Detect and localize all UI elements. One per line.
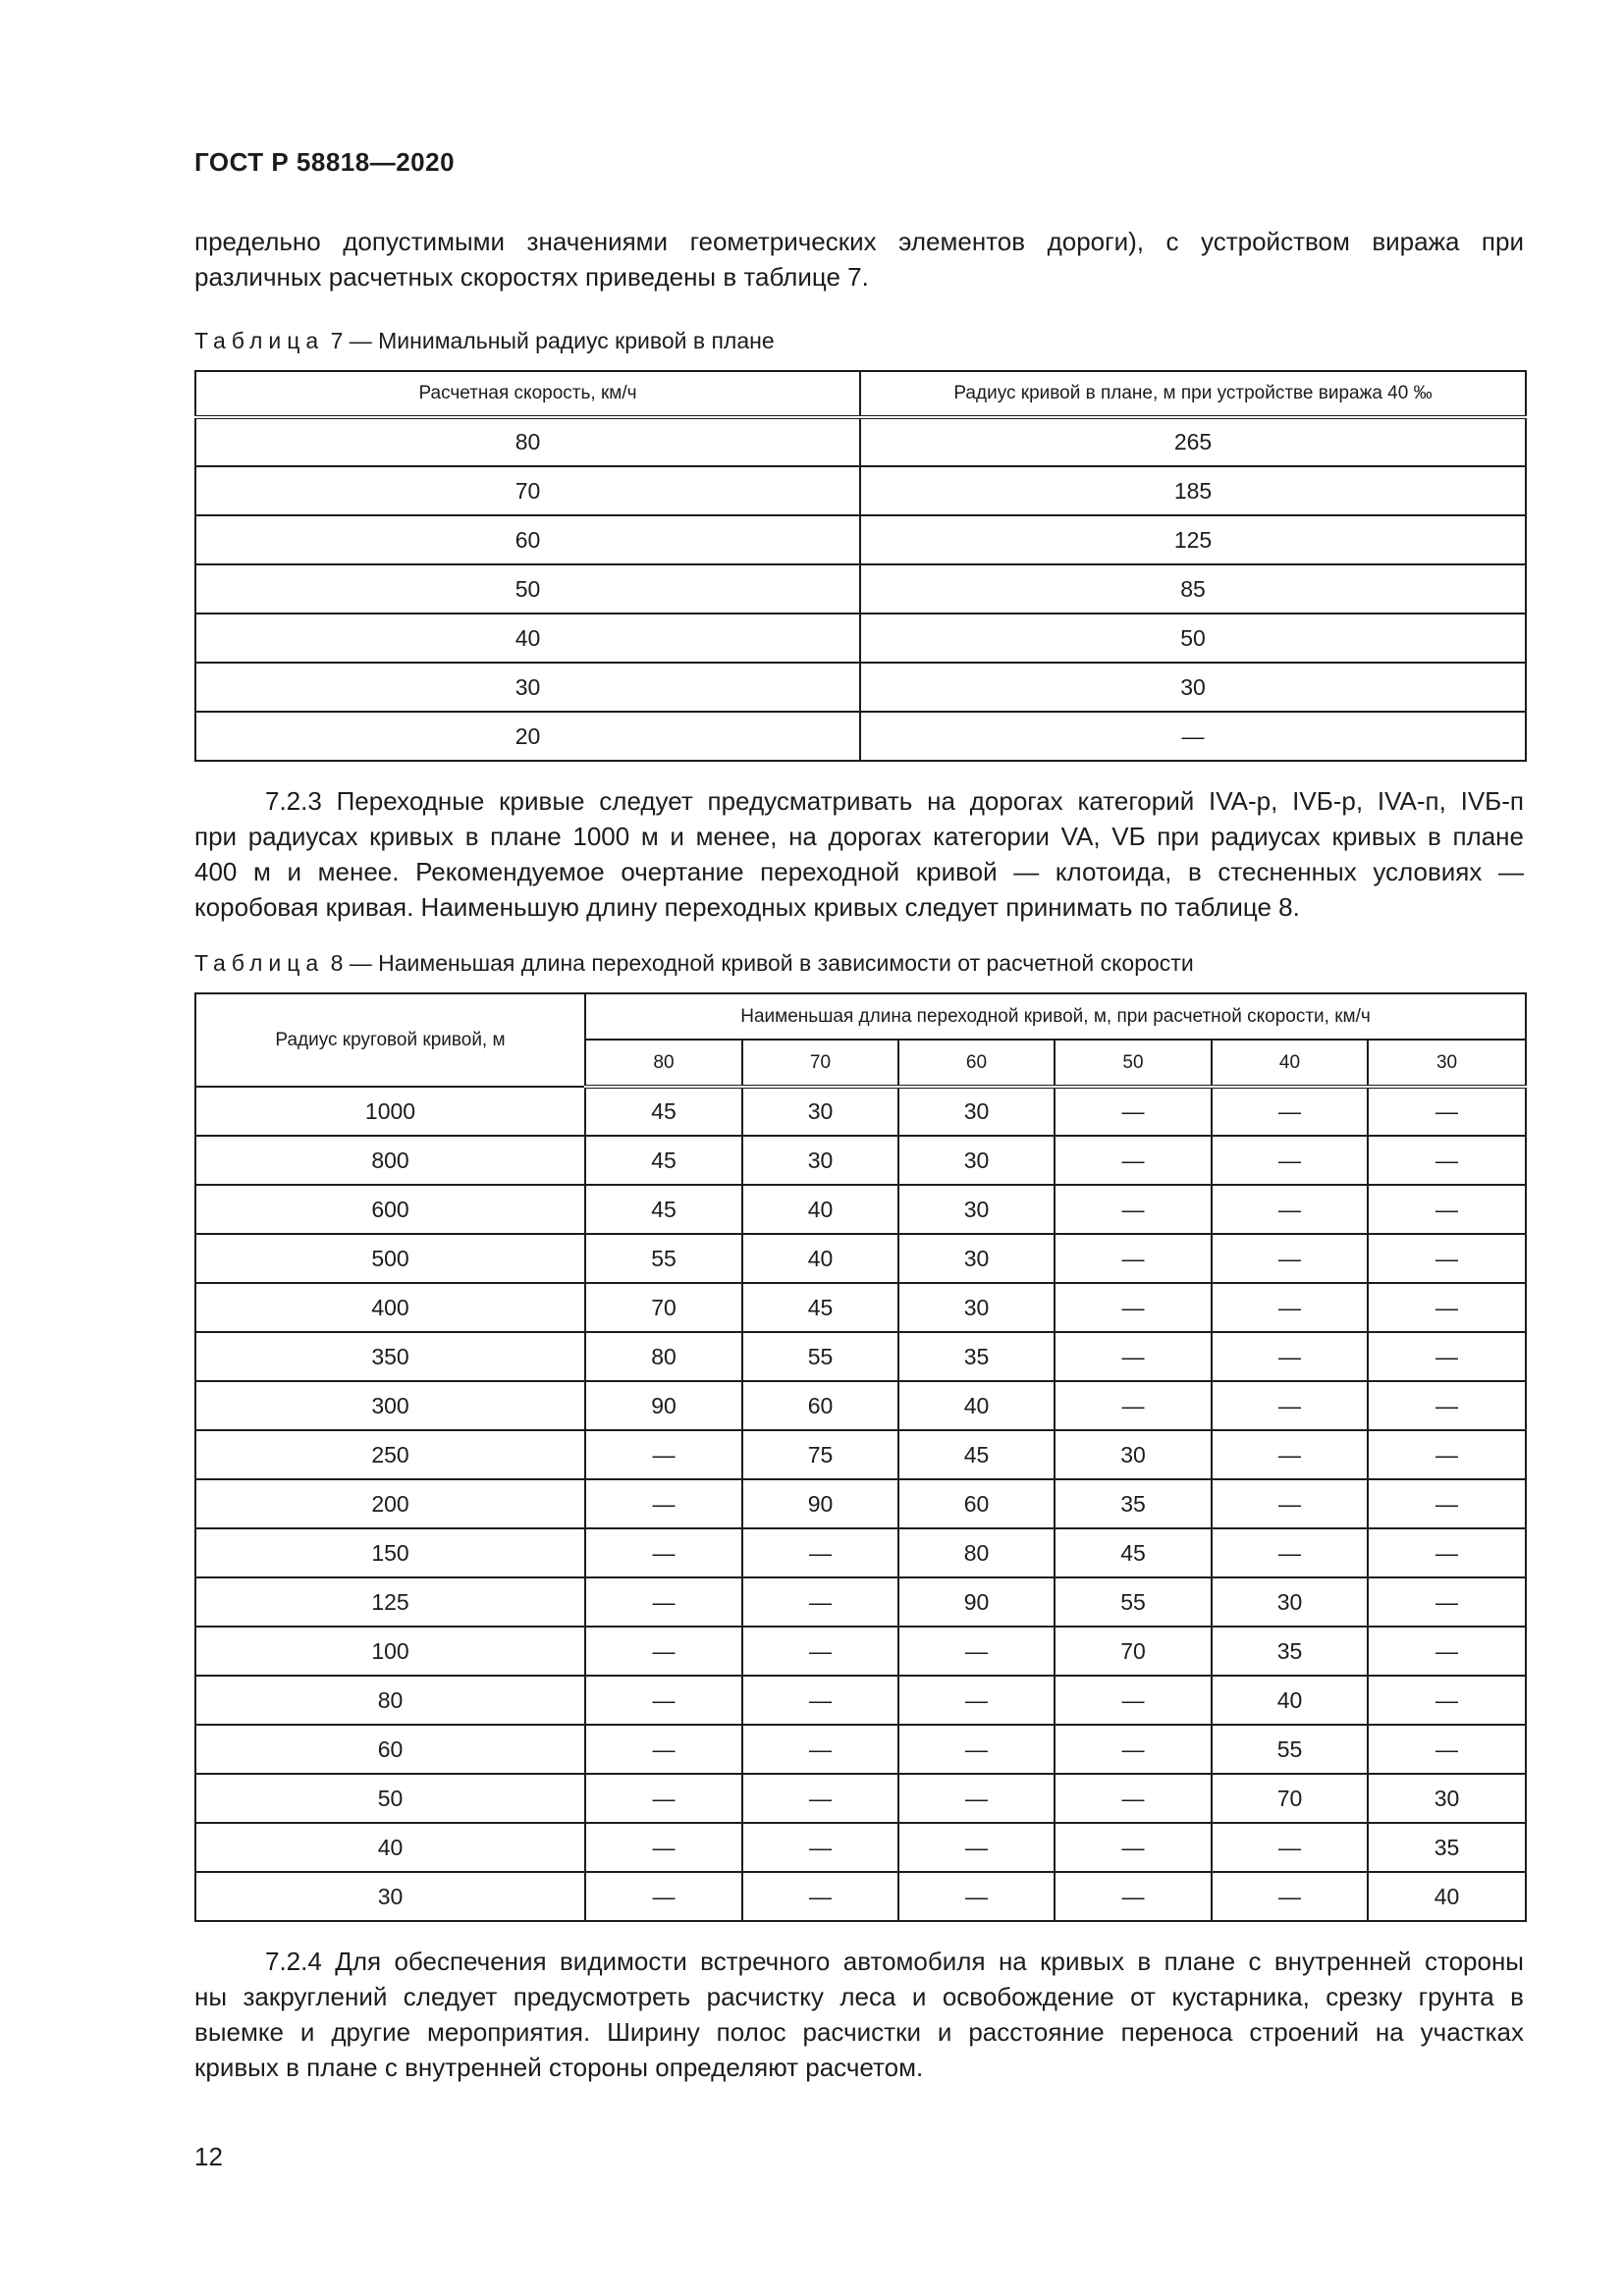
table-cell: —	[1368, 1676, 1526, 1725]
table-cell: —	[742, 1676, 898, 1725]
table-cell: 60	[742, 1381, 898, 1430]
table-cell: 60	[898, 1479, 1055, 1528]
table7-header-speed: Расчетная скорость, км/ч	[195, 371, 860, 417]
table-cell: —	[742, 1774, 898, 1823]
table-cell: —	[1368, 1234, 1526, 1283]
table-row	[195, 1676, 1526, 1725]
table-cell: 30	[195, 663, 860, 712]
table-cell: 40	[1368, 1872, 1526, 1921]
table-cell: 70	[1055, 1627, 1212, 1676]
table8-caption-text: 8 — Наименьшая длина переходной кривой в зависимости от расчетной скорости	[324, 950, 1194, 976]
table-cell: 40	[195, 1823, 585, 1872]
table-cell: 125	[860, 515, 1526, 564]
table-cell: —	[1055, 1185, 1212, 1234]
table-cell: 55	[585, 1234, 742, 1283]
table-cell: —	[1368, 1381, 1526, 1430]
table8-caption-prefix: Таблица	[194, 950, 325, 976]
table-cell: —	[898, 1823, 1055, 1872]
document-code: ГОСТ Р 58818—2020	[194, 147, 456, 177]
table-cell: 35	[898, 1332, 1055, 1381]
paragraph-line: 400 м и менее. Рекомендуемое очертание переходной кривой — клотоида, в стесненных условиях —	[194, 857, 1524, 886]
table-cell: 50	[195, 564, 860, 614]
table-cell: 45	[742, 1283, 898, 1332]
table-cell: —	[742, 1627, 898, 1676]
table-cell: —	[1368, 1577, 1526, 1627]
table-cell: —	[1368, 1185, 1526, 1234]
table-cell: 30	[1212, 1577, 1368, 1627]
table-cell: 60	[195, 1725, 585, 1774]
table-cell: —	[585, 1627, 742, 1676]
table-cell: 40	[898, 1381, 1055, 1430]
table-cell: 35	[1212, 1627, 1368, 1676]
table-cell: 30	[1368, 1774, 1526, 1823]
table-cell: —	[585, 1872, 742, 1921]
table-cell: —	[898, 1627, 1055, 1676]
page-number: 12	[194, 2142, 223, 2171]
table-row	[195, 1627, 1526, 1676]
table-cell: —	[585, 1725, 742, 1774]
table-row	[195, 1872, 1526, 1921]
table-cell: 70	[1212, 1774, 1368, 1823]
table-cell: 45	[585, 1136, 742, 1185]
table-cell: —	[1368, 1528, 1526, 1577]
table-cell: —	[1055, 1381, 1212, 1430]
table-cell: —	[1368, 1479, 1526, 1528]
table8	[194, 992, 1527, 1922]
table-cell: 30	[860, 663, 1526, 712]
paragraph-line: ны закруглений следует предусмотреть расчистку леса и освобождение от кустарника, срезку грунта в	[194, 1982, 1524, 2011]
table-cell: 800	[195, 1136, 585, 1185]
table-cell: 30	[898, 1087, 1055, 1136]
table-cell: —	[1055, 1283, 1212, 1332]
table-cell: —	[1212, 1234, 1368, 1283]
table8-header-speed: 40	[1212, 1040, 1368, 1087]
table-row	[195, 1823, 1526, 1872]
table-cell: 80	[898, 1528, 1055, 1577]
table-cell: 100	[195, 1627, 585, 1676]
table-row	[195, 1136, 1526, 1185]
table-cell: —	[585, 1823, 742, 1872]
intro-line: различных расчетных скоростях приведены в таблице 7.	[194, 262, 869, 292]
table-cell: —	[585, 1528, 742, 1577]
table-cell: —	[1055, 1725, 1212, 1774]
table-cell: —	[1368, 1136, 1526, 1185]
table-cell: —	[742, 1725, 898, 1774]
table-cell: 70	[585, 1283, 742, 1332]
table8-header-speed: 70	[742, 1040, 898, 1087]
paragraph-line: 7.2.3 Переходные кривые следует предусматривать на дорогах категорий IVA-р, IVБ-р, IVA-п, IVБ-п	[265, 786, 1524, 816]
table-cell: —	[1055, 1332, 1212, 1381]
table-cell: 500	[195, 1234, 585, 1283]
table-cell: —	[1055, 1774, 1212, 1823]
table-cell: 80	[195, 417, 860, 466]
table-row	[195, 417, 1526, 466]
table-cell: 45	[585, 1185, 742, 1234]
table-cell: —	[1055, 1234, 1212, 1283]
table-row	[195, 663, 1526, 712]
table-cell: —	[1368, 1725, 1526, 1774]
table-cell: 30	[898, 1234, 1055, 1283]
table-cell: 1000	[195, 1087, 585, 1136]
table-cell: —	[1212, 1479, 1368, 1528]
table-row	[195, 1725, 1526, 1774]
table-cell: —	[1368, 1283, 1526, 1332]
table-cell: 80	[195, 1676, 585, 1725]
table8-header-speed: 60	[898, 1040, 1055, 1087]
table7-caption	[194, 326, 775, 355]
table-cell: —	[1212, 1332, 1368, 1381]
table-cell: 50	[195, 1774, 585, 1823]
table8-header-radius: Радиус круговой кривой, м	[195, 993, 585, 1087]
paragraph-line: 7.2.4 Для обеспечения видимости встречного автомобиля на кривых в плане с внутренней стороны	[265, 1947, 1524, 1976]
table-cell: 30	[195, 1872, 585, 1921]
table-cell: —	[585, 1430, 742, 1479]
table8-header-group: Наименьшая длина переходной кривой, м, при расчетной скорости, км/ч	[585, 993, 1526, 1040]
table-cell: 40	[742, 1185, 898, 1234]
table-cell: 150	[195, 1528, 585, 1577]
table-row	[195, 614, 1526, 663]
table-cell: —	[585, 1676, 742, 1725]
table-cell: 70	[195, 466, 860, 515]
table-cell: —	[1368, 1087, 1526, 1136]
table-row	[195, 466, 1526, 515]
table-row	[195, 1774, 1526, 1823]
table-cell: —	[1212, 1381, 1368, 1430]
paragraph-line: коробовая кривая. Наименьшую длину переходных кривых следует принимать по таблице 8.	[194, 892, 1300, 922]
table-cell: —	[1368, 1627, 1526, 1676]
table-row	[195, 1381, 1526, 1430]
table-cell: 30	[898, 1185, 1055, 1234]
table-row	[195, 1234, 1526, 1283]
table-cell: —	[585, 1479, 742, 1528]
table-cell: 600	[195, 1185, 585, 1234]
table8-caption	[194, 948, 1194, 978]
table-cell: 60	[195, 515, 860, 564]
table-cell: 85	[860, 564, 1526, 614]
table8-header-speed: 80	[585, 1040, 742, 1087]
table-cell: 350	[195, 1332, 585, 1381]
paragraph-line: выемке и другие мероприятия. Ширину полос расчистки и расстояние переноса строений на участках	[194, 2017, 1524, 2047]
table-cell: 55	[1055, 1577, 1212, 1627]
table7-caption-text: 7 — Минимальный радиус кривой в плане	[324, 328, 775, 353]
table-cell: 45	[898, 1430, 1055, 1479]
table-cell: —	[585, 1774, 742, 1823]
table-cell: —	[898, 1676, 1055, 1725]
table-row	[195, 1332, 1526, 1381]
table-cell: —	[1212, 1283, 1368, 1332]
table-row	[195, 515, 1526, 564]
table-cell: —	[1212, 1823, 1368, 1872]
paragraph-7-2-3	[194, 783, 1524, 925]
paragraph-7-2-4	[194, 1944, 1524, 2085]
table-row	[195, 1430, 1526, 1479]
table8-header-speed: 30	[1368, 1040, 1526, 1087]
table-cell: 35	[1055, 1479, 1212, 1528]
table-cell: 45	[585, 1087, 742, 1136]
table-cell: —	[1212, 1136, 1368, 1185]
table-cell: —	[742, 1872, 898, 1921]
table-cell: 30	[1055, 1430, 1212, 1479]
table7-caption-prefix: Таблица	[194, 328, 325, 353]
table-cell: 200	[195, 1479, 585, 1528]
table7	[194, 370, 1527, 762]
table-cell: 265	[860, 417, 1526, 466]
table-cell: 30	[742, 1087, 898, 1136]
table-cell: —	[1055, 1872, 1212, 1921]
paragraph-line: кривых в плане с внутренней стороны определяют расчетом.	[194, 2053, 924, 2082]
table-cell: 300	[195, 1381, 585, 1430]
table-cell: —	[898, 1774, 1055, 1823]
table-row	[195, 1577, 1526, 1627]
table-row	[195, 712, 1526, 761]
table-cell: —	[1055, 1676, 1212, 1725]
table-cell: —	[1212, 1430, 1368, 1479]
table-cell: —	[742, 1577, 898, 1627]
table-cell: 30	[742, 1136, 898, 1185]
table-cell: 75	[742, 1430, 898, 1479]
table-cell: —	[742, 1528, 898, 1577]
table-cell: 45	[1055, 1528, 1212, 1577]
table-cell: —	[898, 1872, 1055, 1921]
table-cell: 40	[1212, 1676, 1368, 1725]
table-cell: 50	[860, 614, 1526, 663]
table-cell: 40	[195, 614, 860, 663]
table-cell: 30	[898, 1283, 1055, 1332]
table-cell: —	[1212, 1087, 1368, 1136]
table-cell: 30	[898, 1136, 1055, 1185]
table-cell: 250	[195, 1430, 585, 1479]
table-cell: —	[860, 712, 1526, 761]
table7-header-radius: Радиус кривой в плане, м при устройстве виража 40 ‰	[860, 371, 1526, 417]
table-cell: 185	[860, 466, 1526, 515]
paragraph-line: при радиусах кривых в плане 1000 м и менее, на дорогах категории VA, VБ при радиусах кривых в плане	[194, 822, 1524, 851]
intro-line: предельно допустимыми значениями геометрических элементов дороги), с устройством виража при	[194, 227, 1524, 256]
table-cell: —	[742, 1823, 898, 1872]
table-cell: 55	[742, 1332, 898, 1381]
table-row	[195, 1528, 1526, 1577]
table-row	[195, 1185, 1526, 1234]
table-cell: —	[1212, 1185, 1368, 1234]
table-cell: 90	[898, 1577, 1055, 1627]
table-cell: —	[1055, 1136, 1212, 1185]
table-cell: 40	[742, 1234, 898, 1283]
table-cell: 20	[195, 712, 860, 761]
table-row	[195, 1479, 1526, 1528]
table-cell: 35	[1368, 1823, 1526, 1872]
table-cell: 80	[585, 1332, 742, 1381]
table-cell: 90	[742, 1479, 898, 1528]
table-cell: 90	[585, 1381, 742, 1430]
table-cell: 400	[195, 1283, 585, 1332]
table-cell: —	[1212, 1872, 1368, 1921]
table-cell: —	[1368, 1332, 1526, 1381]
table-cell: 55	[1212, 1725, 1368, 1774]
table-cell: —	[585, 1577, 742, 1627]
table-row	[195, 1283, 1526, 1332]
table-cell: —	[1055, 1087, 1212, 1136]
table-cell: —	[1212, 1528, 1368, 1577]
table-row	[195, 564, 1526, 614]
table-row	[195, 1087, 1526, 1136]
table-cell: —	[1368, 1430, 1526, 1479]
intro-paragraph	[194, 224, 1524, 294]
table-cell: —	[898, 1725, 1055, 1774]
table-cell: —	[1055, 1823, 1212, 1872]
table-cell: 125	[195, 1577, 585, 1627]
table8-header-speed: 50	[1055, 1040, 1212, 1087]
